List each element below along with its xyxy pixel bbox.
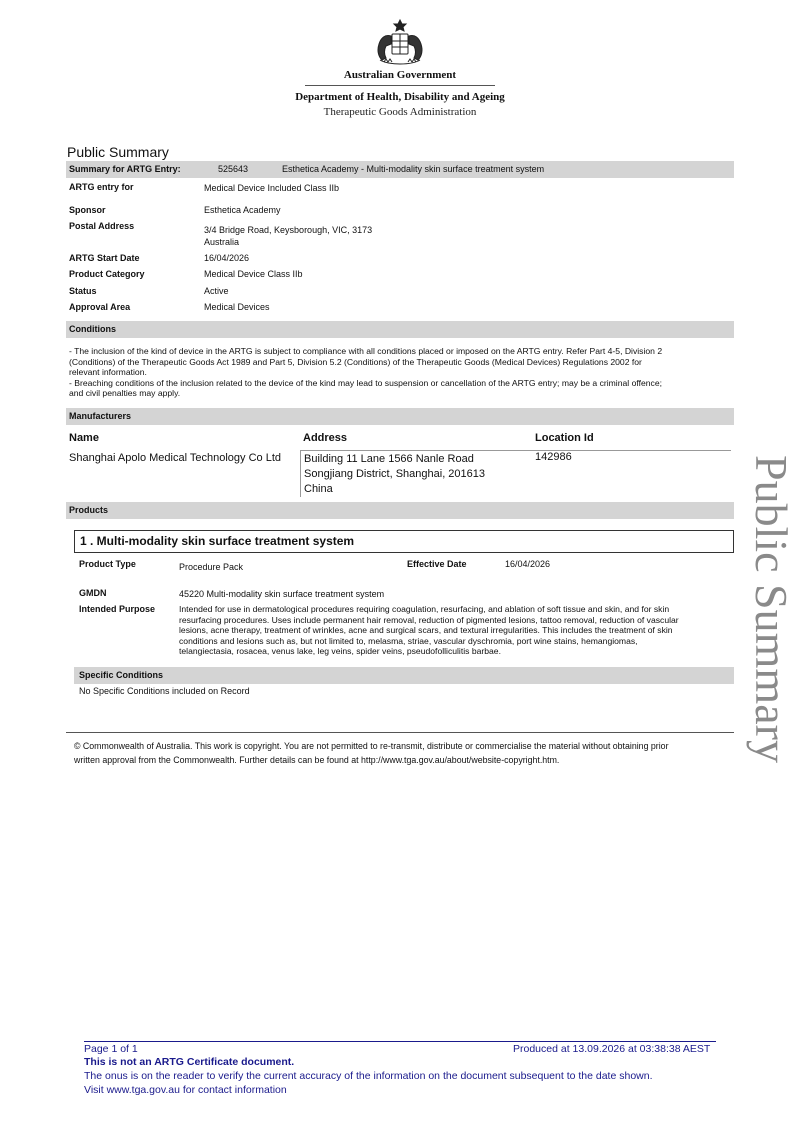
gmdn-label: GMDN	[79, 588, 107, 598]
conditions-bar	[66, 321, 734, 338]
product-title: 1 . Multi-modality skin surface treatment system	[80, 534, 355, 548]
manufacturer-address-header: Address	[303, 432, 348, 444]
postal-address-label: Postal Address	[69, 221, 135, 231]
watermark-text: Public Summary	[746, 455, 797, 763]
intended-purpose-line: conditions and lesions such as, but not limited to, melasma, striae, vascular dyschromia, port wine stains, hemangiomas,	[179, 635, 638, 646]
not-certificate-notice: This is not an ARTG Certificate document.	[84, 1056, 295, 1068]
manufacturer-address	[304, 452, 485, 497]
address-line: Building 11 Lane 1566 Nanle Road	[304, 453, 474, 465]
manufacturers-heading: Manufacturers	[69, 411, 132, 421]
page-title: Public Summary	[67, 144, 169, 160]
conditions-line: relevant information.	[69, 367, 147, 378]
public-summary-watermark	[738, 455, 798, 825]
address-line: Songjiang District, Shanghai, 201613	[304, 468, 486, 480]
effective-date-value: 16/04/2026	[505, 559, 551, 569]
entry-number: 525643	[218, 164, 249, 174]
artg-start-date-value: 16/04/2026	[204, 253, 250, 263]
sponsor-value: Esthetica Academy	[204, 205, 281, 215]
approval-area-value: Medical Devices	[204, 302, 270, 312]
summary-label: Summary for ARTG Entry:	[69, 164, 181, 174]
produced-timestamp: Produced at 13.09.2026 at 03:38:38 AEST	[513, 1043, 711, 1055]
postal-address-line1: 3/4 Bridge Road, Keysborough, VIC, 3173	[204, 225, 373, 235]
product-category-label: Product Category	[69, 269, 145, 279]
manufacturers-bar	[66, 408, 734, 425]
footer-divider	[84, 1041, 716, 1042]
government-title: Australian Government	[343, 69, 457, 81]
intended-purpose-label: Intended Purpose	[79, 604, 156, 614]
section-divider	[66, 732, 734, 733]
intended-purpose-line: Intended for use in dermatological procedures requiring coagulation, resurfacing, and ablation of soft tissue and skin, and for skin	[179, 604, 670, 614]
conditions-line: and civil penalties may apply.	[69, 388, 181, 399]
status-value: Active	[204, 286, 229, 296]
manufacturer-name-header: Name	[69, 432, 99, 444]
gmdn-value: 45220 Multi-modality skin surface treatment system	[179, 589, 385, 599]
contact-notice: Visit www.tga.gov.au for contact information	[84, 1084, 287, 1096]
page-number: Page 1 of 1	[84, 1043, 138, 1055]
specific-conditions-bar	[74, 667, 734, 684]
copyright-notice	[74, 739, 734, 767]
artg-entry-for-label: ARTG entry for	[69, 182, 134, 192]
intended-purpose-line: resurfacing procedures. Uses include permanent hair removal, reduction of pigmented lesions, tattoo removal, reduction of vascular	[179, 614, 679, 625]
specific-conditions-value: No Specific Conditions included on Record	[79, 686, 250, 696]
intended-purpose-line: lesions, acne therapy, treatment of wrinkles, acne and surgical scars, and textural irregularities. This includes the treatment of skin	[179, 625, 673, 636]
header-divider	[305, 85, 495, 86]
copyright-line: written approval from the Commonwealth. Further details can be found at http://www.tga.gov.au/about/website-copyright.htm.	[74, 755, 560, 765]
summary-bar	[66, 161, 734, 178]
manufacturer-location-id: 142986	[535, 451, 572, 463]
agency-name: Therapeutic Goods Administration	[323, 106, 477, 118]
conditions-line: (Conditions) of the Therapeutic Goods Act 1989 and Part 5, Division 5.2 (Conditions) of the Therapeutic Goods (Medical Devices) Regulations 2002 for	[69, 356, 642, 367]
coat-of-arms-icon	[370, 16, 430, 68]
intended-purpose-line: telangiectasia, rosacea, venus lake, leg veins, spider veins, pseudofolliculitis barbae.	[179, 646, 501, 657]
products-heading: Products	[69, 505, 109, 515]
manufacturer-name: Shanghai Apolo Medical Technology Co Ltd	[69, 452, 282, 464]
conditions-heading: Conditions	[69, 324, 116, 334]
artg-entry-for-value: Medical Device Included Class IIb	[204, 183, 340, 193]
product-title-box	[74, 530, 734, 553]
product-type-label: Product Type	[79, 559, 136, 569]
onus-notice: The onus is on the reader to verify the current accuracy of the information on the document subsequent to the date shown.	[84, 1070, 653, 1082]
manufacturer-location-header: Location Id	[535, 432, 594, 444]
product-type-value: Procedure Pack	[179, 562, 244, 572]
sponsor-label: Sponsor	[69, 205, 106, 215]
address-line: China	[304, 483, 333, 495]
intended-purpose-text	[179, 604, 734, 657]
copyright-line: © Commonwealth of Australia. This work is copyright. You are not permitted to re-transmit, distribute or commercialise the material without obtaining prior	[74, 741, 669, 751]
products-bar	[66, 502, 734, 519]
specific-conditions-heading: Specific Conditions	[79, 670, 164, 680]
effective-date-label: Effective Date	[407, 559, 467, 569]
department-name: Department of Health, Disability and Ageing	[295, 91, 505, 103]
artg-start-date-label: ARTG Start Date	[69, 253, 140, 263]
entry-name: Esthetica Academy - Multi-modality skin surface treatment system	[282, 164, 545, 174]
approval-area-label: Approval Area	[69, 302, 131, 312]
conditions-line: - The inclusion of the kind of device in the ARTG is subject to compliance with all conditions placed or imposed on the ARTG entry. Refer Part 4-5, Division 2	[69, 346, 663, 356]
conditions-line: - Breaching conditions of the inclusion related to the device of the kind may lead to suspension or cancellation of the ARTG entry; may be a criminal offence;	[69, 377, 662, 388]
conditions-text	[69, 346, 734, 399]
postal-address-line2: Australia	[204, 237, 240, 247]
product-category-value: Medical Device Class IIb	[204, 269, 303, 279]
status-label: Status	[69, 286, 97, 296]
